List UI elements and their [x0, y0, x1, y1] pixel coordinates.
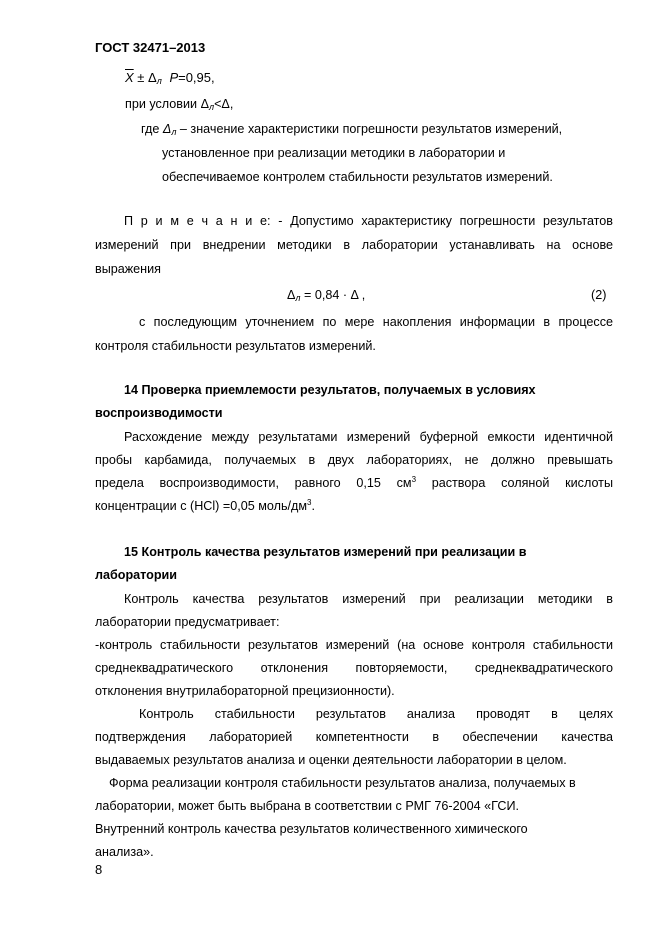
where-line-2: установленное при реализации методики в лаборатории и [162, 146, 506, 160]
section-15-line-7: подтверждения лабораторией компетентности в обеспечении качества [95, 730, 613, 744]
note-line-1: П р и м е ч а н и е: - Допустимо характеристику погрешности результатов [124, 214, 613, 228]
where-prefix: где [141, 122, 163, 136]
section-15-line-2: лаборатории предусматривает: [95, 615, 280, 629]
formula-2-number: (2) [591, 288, 607, 302]
formula-2-delta: Δ [287, 288, 296, 302]
section-15-line-4: среднеквадратического отклонения повторяемости, среднеквадратического [95, 661, 613, 675]
formula-2-subscript: л [295, 293, 301, 303]
formula-p-value: =0,95, [178, 70, 215, 85]
section-15-title: 15 Контроль качества результатов измерений при реализации в [124, 545, 527, 559]
note-line-4: с последующим уточнением по мере накопления информации в процессе [139, 315, 613, 329]
section-15-line-11: Внутренний контроль качества результатов количественного химического [95, 822, 528, 836]
formula-pm-delta: ± Δ [137, 70, 157, 85]
section-15-line-12: анализа». [95, 845, 154, 859]
section-14-line-1: Расхождение между результатами измерений буферной емкости идентичной [124, 430, 613, 444]
condition-line [125, 97, 233, 115]
note-line-3: выражения [95, 262, 161, 276]
where-line-3: обеспечиваемое контролем стабильности результатов измерений. [162, 170, 553, 184]
where-rest: – значение характеристики погрешности результатов измерений, [176, 122, 563, 136]
section-15-title-line-2: лаборатории [95, 568, 178, 582]
section-15-line-1: Контроль качества результатов измерений при реализации методики в [124, 592, 613, 606]
formula-xbar: $\overline{X}$ [125, 70, 134, 85]
section-14-title: 14 Проверка приемлемости результатов, получаемых в условиях [124, 383, 536, 397]
formula-confidence-interval [125, 70, 215, 89]
section-14-line-4-pre: концентрации с (HCl) =0,05 моль/дм [95, 499, 308, 513]
section-14-line-2: пробы карбамида, получаемых в двух лабораториях, не должно превышать [95, 453, 613, 467]
where-delta: Δ [162, 122, 172, 136]
condition-text: при условии Δ [125, 97, 209, 111]
condition-subscript: л [208, 102, 215, 112]
section-14-line-4-post: . [311, 499, 315, 513]
condition-text-post: <Δ, [214, 97, 234, 111]
section-15-line-9: Форма реализации контроля стабильности результатов анализа, получаемых в [109, 776, 576, 790]
note-line-2: измерений при внедрении методики в лаборатории устанавливать на основе [95, 238, 613, 252]
section-14-line-3-sup: 3 [411, 475, 417, 484]
section-15-line-3: -контроль стабильности результатов измерений (на основе контроля стабильности [95, 638, 613, 652]
section-14-line-3-post: раствора соляной кислоты [416, 476, 614, 490]
where-line-1 [141, 122, 562, 140]
section-15-line-10: лаборатории, может быть выбрана в соответствии с РМГ 76-2004 «ГСИ. [95, 799, 520, 813]
section-14-title-line-2: воспроизводимости [95, 406, 223, 420]
document-code: ГОСТ 32471–2013 [95, 40, 206, 55]
formula-delta-subscript: л [156, 76, 162, 86]
section-15-line-6: Контроль стабильности результатов анализа проводят в целях [139, 707, 613, 721]
section-14-line-4 [95, 499, 315, 514]
formula-p-label: P [169, 70, 179, 85]
section-15-line-5: отклонения внутрилабораторной прецизионности). [95, 684, 395, 698]
section-14-line-4-sup: 3 [307, 498, 312, 507]
where-subscript: л [171, 127, 177, 137]
section-14-line-3-pre: предела воспроизводимости, равного 0,15 см [95, 476, 412, 490]
section-15-line-8: выдаваемых результатов анализа и оценки деятельности лаборатории в целом. [95, 753, 567, 767]
note-line-5: контроля стабильности результатов измерений. [95, 339, 376, 353]
formula-2 [287, 288, 365, 306]
formula-2-rest: = 0,84 · Δ , [300, 288, 366, 302]
section-14-line-3 [95, 476, 613, 491]
page-number: 8 [95, 862, 103, 877]
